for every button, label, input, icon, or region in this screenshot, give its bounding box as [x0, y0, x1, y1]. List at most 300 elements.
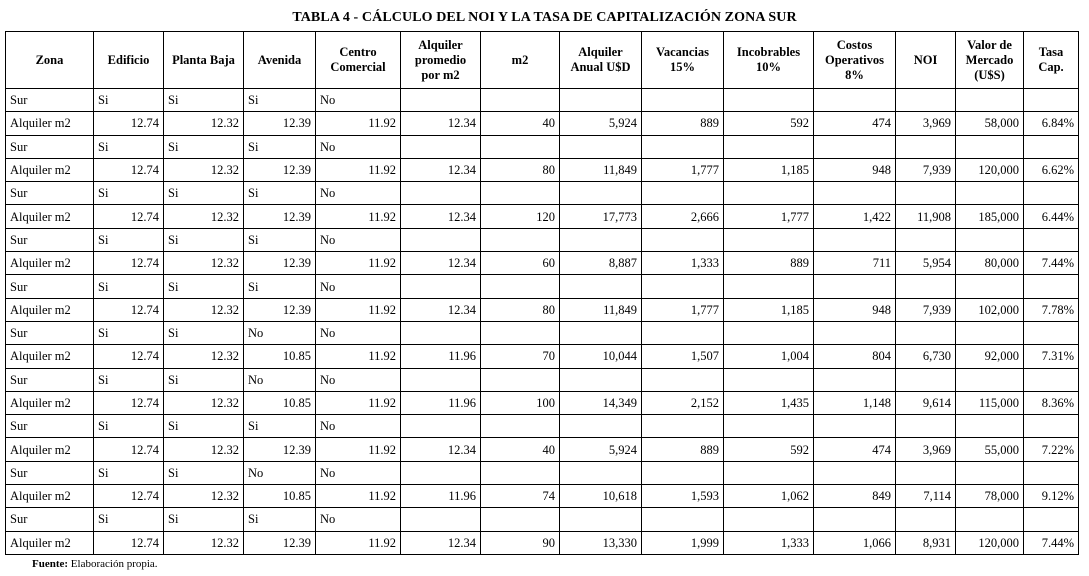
values-row: [6, 531, 1079, 554]
value-cell: 948: [814, 158, 896, 181]
column-header-alquiler-anual: Alquiler Anual U$D: [560, 32, 642, 89]
values-row: [6, 438, 1079, 461]
value-cell: 74: [481, 485, 560, 508]
empty-cell: [896, 89, 956, 112]
value-cell: 80,000: [956, 252, 1024, 275]
value-cell: 11.96: [401, 345, 481, 368]
value-cell: 12.32: [164, 298, 244, 321]
empty-cell: [814, 368, 896, 391]
column-header-zona: Zona: [6, 32, 94, 89]
value-cell: 12.74: [94, 298, 164, 321]
feature-cell: Si: [164, 321, 244, 344]
value-cell: 2,666: [642, 205, 724, 228]
empty-cell: [481, 461, 560, 484]
footer-source-label: Fuente:: [32, 558, 69, 570]
value-cell: 12.39: [244, 252, 316, 275]
empty-cell: [814, 182, 896, 205]
value-cell: 120,000: [956, 531, 1024, 554]
feature-cell: Si: [94, 368, 164, 391]
feature-cell: Si: [244, 508, 316, 531]
feature-cell: Si: [244, 415, 316, 438]
value-cell: 7.44%: [1024, 531, 1079, 554]
empty-cell: [956, 182, 1024, 205]
value-cell: 10.85: [244, 391, 316, 414]
empty-cell: [896, 415, 956, 438]
empty-cell: [724, 415, 814, 438]
empty-cell: [1024, 275, 1079, 298]
feature-row: [6, 228, 1079, 251]
value-cell: 11,849: [560, 158, 642, 181]
value-cell: 1,422: [814, 205, 896, 228]
value-cell: 7,939: [896, 158, 956, 181]
value-cell: 3,969: [896, 112, 956, 135]
empty-cell: [560, 89, 642, 112]
empty-cell: [1024, 461, 1079, 484]
value-cell: 474: [814, 112, 896, 135]
empty-cell: [642, 508, 724, 531]
value-cell: 1,148: [814, 391, 896, 414]
value-cell: 7.44%: [1024, 252, 1079, 275]
value-cell: 185,000: [956, 205, 1024, 228]
empty-cell: [814, 89, 896, 112]
column-header-valor-mercado: Valor de Mercado (U$S): [956, 32, 1024, 89]
value-cell: 7,939: [896, 298, 956, 321]
zone-cell: Sur: [6, 461, 94, 484]
value-cell: 58,000: [956, 112, 1024, 135]
value-cell: 12.32: [164, 391, 244, 414]
empty-cell: [401, 415, 481, 438]
empty-cell: [814, 508, 896, 531]
table-footer: [32, 558, 158, 570]
feature-cell: Si: [164, 275, 244, 298]
zone-cell: Sur: [6, 135, 94, 158]
feature-cell: Si: [94, 89, 164, 112]
empty-cell: [956, 135, 1024, 158]
value-cell: 80: [481, 158, 560, 181]
feature-cell: No: [316, 135, 401, 158]
values-row: [6, 205, 1079, 228]
value-cell: 120,000: [956, 158, 1024, 181]
value-cell: 11.92: [316, 112, 401, 135]
values-row: [6, 252, 1079, 275]
empty-cell: [481, 228, 560, 251]
value-cell: 7.78%: [1024, 298, 1079, 321]
value-cell: 12.34: [401, 252, 481, 275]
value-cell: 11.92: [316, 252, 401, 275]
feature-cell: Si: [94, 415, 164, 438]
value-cell: 8.36%: [1024, 391, 1079, 414]
table-header-row: [6, 32, 1079, 89]
value-cell: 1,777: [642, 158, 724, 181]
empty-cell: [1024, 368, 1079, 391]
value-cell: 11.92: [316, 438, 401, 461]
value-cell: 10,618: [560, 485, 642, 508]
value-cell: 889: [642, 438, 724, 461]
value-cell: 1,062: [724, 485, 814, 508]
value-cell: 12.32: [164, 205, 244, 228]
empty-cell: [956, 508, 1024, 531]
empty-cell: [1024, 415, 1079, 438]
value-cell: 100: [481, 391, 560, 414]
zone-cell: Sur: [6, 182, 94, 205]
empty-cell: [560, 182, 642, 205]
row-label-cell: Alquiler m2: [6, 158, 94, 181]
value-cell: 40: [481, 112, 560, 135]
empty-cell: [814, 321, 896, 344]
empty-cell: [560, 228, 642, 251]
value-cell: 12.39: [244, 205, 316, 228]
feature-cell: Si: [94, 275, 164, 298]
value-cell: 11.92: [316, 485, 401, 508]
value-cell: 11.92: [316, 158, 401, 181]
value-cell: 12.39: [244, 298, 316, 321]
table-body: [6, 89, 1079, 555]
feature-cell: Si: [164, 415, 244, 438]
feature-cell: Si: [244, 135, 316, 158]
value-cell: 11,849: [560, 298, 642, 321]
empty-cell: [401, 275, 481, 298]
value-cell: 592: [724, 438, 814, 461]
value-cell: 1,004: [724, 345, 814, 368]
empty-cell: [642, 321, 724, 344]
empty-cell: [560, 135, 642, 158]
row-label-cell: Alquiler m2: [6, 112, 94, 135]
column-header-vacancias: Vacancias 15%: [642, 32, 724, 89]
value-cell: 6.44%: [1024, 205, 1079, 228]
feature-row: [6, 89, 1079, 112]
value-cell: 55,000: [956, 438, 1024, 461]
row-label-cell: Alquiler m2: [6, 531, 94, 554]
feature-cell: Si: [244, 182, 316, 205]
feature-cell: Si: [94, 182, 164, 205]
value-cell: 1,185: [724, 298, 814, 321]
feature-row: [6, 461, 1079, 484]
value-cell: 12.74: [94, 252, 164, 275]
row-label-cell: Alquiler m2: [6, 438, 94, 461]
column-header-planta-baja: Planta Baja: [164, 32, 244, 89]
empty-cell: [481, 275, 560, 298]
value-cell: 12.32: [164, 112, 244, 135]
empty-cell: [560, 368, 642, 391]
feature-cell: No: [244, 368, 316, 391]
empty-cell: [642, 182, 724, 205]
feature-cell: No: [316, 182, 401, 205]
column-header-centro-comercial: Centro Comercial: [316, 32, 401, 89]
value-cell: 40: [481, 438, 560, 461]
value-cell: 12.74: [94, 438, 164, 461]
empty-cell: [1024, 135, 1079, 158]
value-cell: 948: [814, 298, 896, 321]
value-cell: 11,908: [896, 205, 956, 228]
empty-cell: [401, 135, 481, 158]
value-cell: 6,730: [896, 345, 956, 368]
value-cell: 592: [724, 112, 814, 135]
value-cell: 11.96: [401, 485, 481, 508]
value-cell: 12.32: [164, 485, 244, 508]
empty-cell: [724, 228, 814, 251]
empty-cell: [896, 182, 956, 205]
value-cell: 12.34: [401, 112, 481, 135]
values-row: [6, 158, 1079, 181]
value-cell: 80: [481, 298, 560, 321]
value-cell: 12.74: [94, 345, 164, 368]
value-cell: 12.74: [94, 391, 164, 414]
empty-cell: [956, 461, 1024, 484]
empty-cell: [896, 228, 956, 251]
empty-cell: [724, 182, 814, 205]
values-row: [6, 345, 1079, 368]
feature-cell: Si: [164, 135, 244, 158]
column-header-noi: NOI: [896, 32, 956, 89]
feature-cell: No: [244, 461, 316, 484]
value-cell: 12.32: [164, 252, 244, 275]
value-cell: 1,333: [724, 531, 814, 554]
value-cell: 12.39: [244, 438, 316, 461]
value-cell: 711: [814, 252, 896, 275]
empty-cell: [560, 321, 642, 344]
value-cell: 804: [814, 345, 896, 368]
value-cell: 11.92: [316, 391, 401, 414]
feature-cell: Si: [244, 228, 316, 251]
value-cell: 90: [481, 531, 560, 554]
empty-cell: [642, 135, 724, 158]
value-cell: 1,066: [814, 531, 896, 554]
value-cell: 1,185: [724, 158, 814, 181]
value-cell: 92,000: [956, 345, 1024, 368]
value-cell: 12.74: [94, 158, 164, 181]
value-cell: 5,924: [560, 438, 642, 461]
value-cell: 10.85: [244, 485, 316, 508]
value-cell: 12.32: [164, 531, 244, 554]
value-cell: 12.74: [94, 112, 164, 135]
value-cell: 60: [481, 252, 560, 275]
feature-cell: No: [316, 228, 401, 251]
value-cell: 474: [814, 438, 896, 461]
zone-cell: Sur: [6, 89, 94, 112]
value-cell: 6.62%: [1024, 158, 1079, 181]
empty-cell: [401, 321, 481, 344]
feature-cell: No: [316, 275, 401, 298]
value-cell: 889: [724, 252, 814, 275]
empty-cell: [956, 368, 1024, 391]
zone-cell: Sur: [6, 275, 94, 298]
feature-row: [6, 182, 1079, 205]
value-cell: 1,333: [642, 252, 724, 275]
empty-cell: [724, 89, 814, 112]
value-cell: 12.39: [244, 158, 316, 181]
value-cell: 12.34: [401, 205, 481, 228]
value-cell: 1,593: [642, 485, 724, 508]
column-header-tasa-cap: Tasa Cap.: [1024, 32, 1079, 89]
value-cell: 10,044: [560, 345, 642, 368]
feature-cell: Si: [164, 508, 244, 531]
value-cell: 11.92: [316, 345, 401, 368]
empty-cell: [724, 508, 814, 531]
value-cell: 120: [481, 205, 560, 228]
value-cell: 12.34: [401, 298, 481, 321]
empty-cell: [896, 321, 956, 344]
feature-cell: Si: [94, 135, 164, 158]
empty-cell: [814, 135, 896, 158]
value-cell: 12.34: [401, 531, 481, 554]
value-cell: 12.32: [164, 158, 244, 181]
empty-cell: [642, 228, 724, 251]
empty-cell: [896, 275, 956, 298]
zone-cell: Sur: [6, 368, 94, 391]
feature-cell: No: [316, 321, 401, 344]
value-cell: 102,000: [956, 298, 1024, 321]
empty-cell: [814, 415, 896, 438]
row-label-cell: Alquiler m2: [6, 485, 94, 508]
value-cell: 6.84%: [1024, 112, 1079, 135]
value-cell: 7,114: [896, 485, 956, 508]
empty-cell: [896, 508, 956, 531]
feature-cell: Si: [244, 89, 316, 112]
column-header-avenida: Avenida: [244, 32, 316, 89]
empty-cell: [401, 461, 481, 484]
zone-cell: Sur: [6, 508, 94, 531]
empty-cell: [1024, 89, 1079, 112]
table-title: TABLA 4 - CÁLCULO DEL NOI Y LA TASA DE CAPITALIZACIÓN ZONA SUR: [292, 10, 797, 25]
feature-cell: Si: [164, 461, 244, 484]
value-cell: 11.96: [401, 391, 481, 414]
empty-cell: [956, 415, 1024, 438]
value-cell: 17,773: [560, 205, 642, 228]
value-cell: 5,924: [560, 112, 642, 135]
value-cell: 9,614: [896, 391, 956, 414]
value-cell: 2,152: [642, 391, 724, 414]
values-row: [6, 112, 1079, 135]
feature-cell: No: [316, 368, 401, 391]
empty-cell: [481, 368, 560, 391]
value-cell: 7.31%: [1024, 345, 1079, 368]
value-cell: 10.85: [244, 345, 316, 368]
empty-cell: [724, 135, 814, 158]
empty-cell: [481, 89, 560, 112]
empty-cell: [956, 89, 1024, 112]
feature-cell: No: [316, 89, 401, 112]
empty-cell: [724, 275, 814, 298]
empty-cell: [896, 135, 956, 158]
zone-cell: Sur: [6, 228, 94, 251]
feature-cell: Si: [244, 275, 316, 298]
value-cell: 12.39: [244, 112, 316, 135]
value-cell: 12.39: [244, 531, 316, 554]
feature-row: [6, 368, 1079, 391]
empty-cell: [724, 321, 814, 344]
empty-cell: [642, 89, 724, 112]
feature-cell: No: [316, 415, 401, 438]
value-cell: 12.34: [401, 158, 481, 181]
feature-row: [6, 415, 1079, 438]
empty-cell: [896, 461, 956, 484]
feature-cell: Si: [94, 508, 164, 531]
value-cell: 1,777: [724, 205, 814, 228]
feature-cell: Si: [164, 89, 244, 112]
empty-cell: [956, 321, 1024, 344]
feature-row: [6, 321, 1079, 344]
value-cell: 1,999: [642, 531, 724, 554]
value-cell: 8,931: [896, 531, 956, 554]
empty-cell: [560, 508, 642, 531]
empty-cell: [642, 461, 724, 484]
feature-row: [6, 135, 1079, 158]
feature-cell: Si: [164, 368, 244, 391]
column-header-costos-operativos: Costos Operativos 8%: [814, 32, 896, 89]
column-header-incobrables: Incobrables 10%: [724, 32, 814, 89]
empty-cell: [724, 461, 814, 484]
feature-row: [6, 508, 1079, 531]
empty-cell: [642, 415, 724, 438]
zone-cell: Sur: [6, 415, 94, 438]
column-header-m2: m2: [481, 32, 560, 89]
empty-cell: [560, 275, 642, 298]
empty-cell: [896, 368, 956, 391]
value-cell: 12.74: [94, 485, 164, 508]
empty-cell: [956, 228, 1024, 251]
value-cell: 1,777: [642, 298, 724, 321]
value-cell: 1,435: [724, 391, 814, 414]
feature-cell: Si: [164, 182, 244, 205]
empty-cell: [401, 368, 481, 391]
footer-source-text: Elaboración propia.: [68, 558, 158, 570]
empty-cell: [814, 275, 896, 298]
values-row: [6, 298, 1079, 321]
empty-cell: [560, 415, 642, 438]
value-cell: 7.22%: [1024, 438, 1079, 461]
empty-cell: [401, 508, 481, 531]
empty-cell: [481, 135, 560, 158]
value-cell: 12.32: [164, 438, 244, 461]
empty-cell: [481, 508, 560, 531]
empty-cell: [481, 415, 560, 438]
empty-cell: [642, 275, 724, 298]
noi-cap-rate-table: [5, 31, 1079, 555]
empty-cell: [642, 368, 724, 391]
empty-cell: [814, 461, 896, 484]
empty-cell: [401, 182, 481, 205]
empty-cell: [1024, 182, 1079, 205]
empty-cell: [814, 228, 896, 251]
empty-cell: [481, 182, 560, 205]
value-cell: 78,000: [956, 485, 1024, 508]
column-header-edificio: Edificio: [94, 32, 164, 89]
value-cell: 1,507: [642, 345, 724, 368]
row-label-cell: Alquiler m2: [6, 345, 94, 368]
value-cell: 13,330: [560, 531, 642, 554]
values-row: [6, 485, 1079, 508]
empty-cell: [401, 228, 481, 251]
value-cell: 70: [481, 345, 560, 368]
feature-cell: No: [316, 508, 401, 531]
row-label-cell: Alquiler m2: [6, 298, 94, 321]
empty-cell: [560, 461, 642, 484]
empty-cell: [401, 89, 481, 112]
feature-cell: Si: [94, 461, 164, 484]
row-label-cell: Alquiler m2: [6, 205, 94, 228]
feature-cell: Si: [94, 228, 164, 251]
value-cell: 11.92: [316, 205, 401, 228]
value-cell: 849: [814, 485, 896, 508]
feature-cell: No: [244, 321, 316, 344]
feature-cell: No: [316, 461, 401, 484]
value-cell: 14,349: [560, 391, 642, 414]
values-row: [6, 391, 1079, 414]
value-cell: 889: [642, 112, 724, 135]
value-cell: 12.32: [164, 345, 244, 368]
empty-cell: [1024, 321, 1079, 344]
value-cell: 115,000: [956, 391, 1024, 414]
